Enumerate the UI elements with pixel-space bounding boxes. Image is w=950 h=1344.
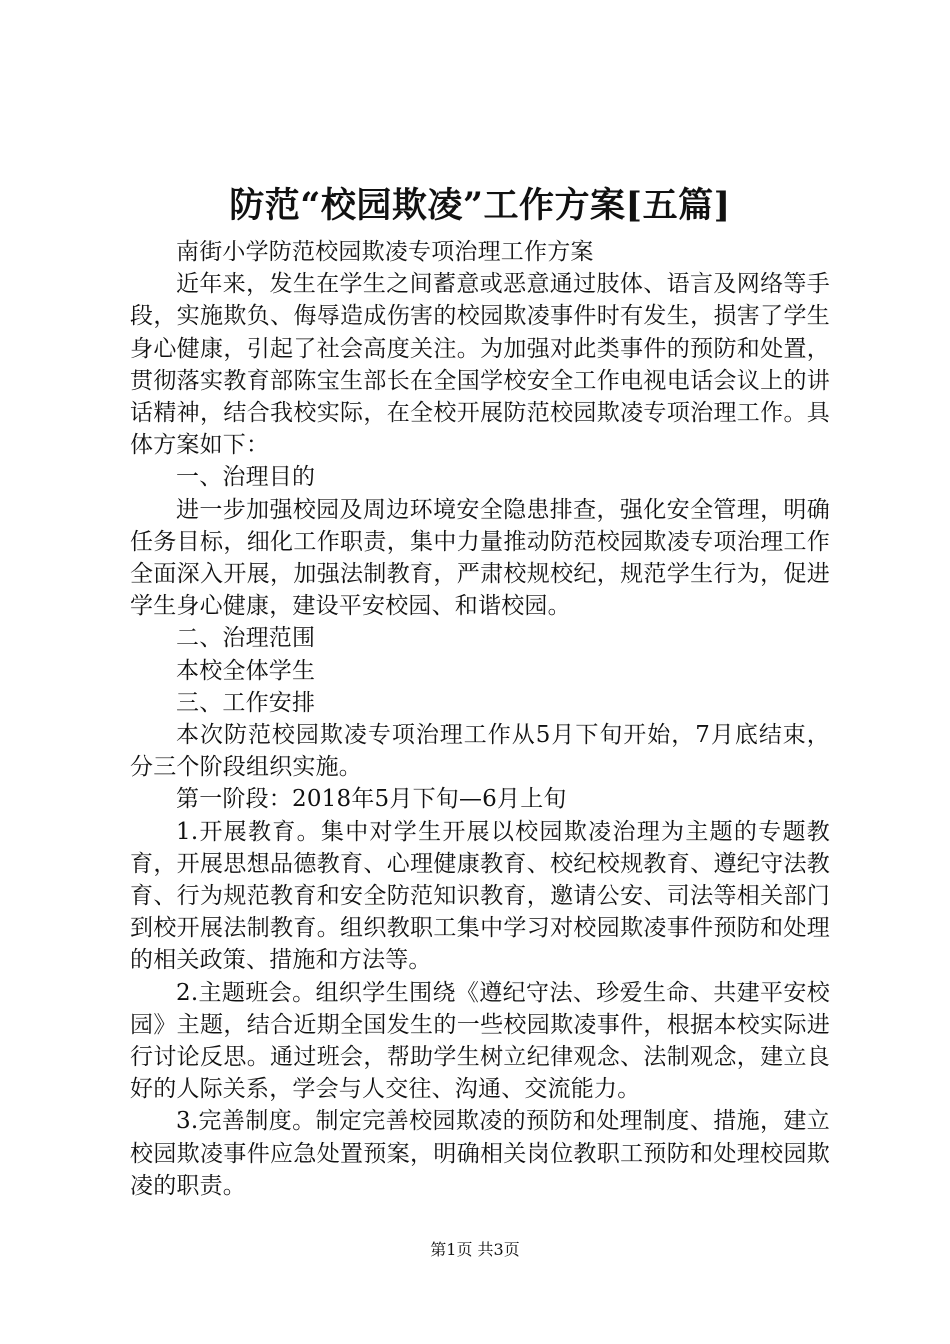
page-number-footer: 第1页 共3页 [430,1240,520,1259]
paragraph: 本次防范校园欺凌专项治理工作从5月下旬开始，7月底结束，分三个阶段组织实施。 [130,722,830,781]
paragraph: 第一阶段：2018年5月下旬—6月上旬 [176,786,567,813]
paragraph: 本校全体学生 [176,657,316,684]
paragraph: 进一步加强校园及周边环境安全隐患排查，强化安全管理，明确任务目标，细化工作职责，集中力量推动防范校园欺凌专项治理工作全面深入开展，加强法制教育，严肃校规校纪，规范学生行为，促进学生身心健康，建设平安校园、和谐校园。 [130,496,830,620]
section-heading: 三、工作安排 [176,689,316,716]
document-body [130,236,830,1202]
section-heading: 二、治理范围 [176,625,316,652]
paragraph: 南街小学防范校园欺凌专项治理工作方案 [176,239,594,265]
paragraph: 2.主题班会。组织学生围绕《遵纪守法、珍爱生命、共建平安校园》主题，结合近期全国发生的一些校园欺凌事件，根据本校实际进行讨论反思。通过班会，帮助学生树立纪律观念、法制观念，建立良好的人际关系，学会与人交往、沟通、交流能力。 [130,979,830,1103]
paragraph: 1.开展教育。集中对学生开展以校园欺凌治理为主题的专题教育，开展思想品德教育、心理健康教育、校纪校规教育、遵纪守法教育、行为规范教育和安全防范知识教育，邀请公安、司法等相关部门到校开展法制教育。组织教职工集中学习对校园欺凌事件预防和处理的相关政策、措施和方法等。 [130,818,830,974]
document-title: 防范“校园欺凌”工作方案[五篇] [229,185,731,226]
section-heading: 一、治理目的 [176,464,316,491]
document-page [130,182,830,1202]
paragraph: 近年来，发生在学生之间蓄意或恶意通过肢体、语言及网络等手段，实施欺负、侮辱造成伤害的校园欺凌事件时有发生，损害了学生身心健康，引起了社会高度关注。为加强对此类事件的预防和处置，贯彻落实教育部陈宝生部长在全国学校安全工作电视电话会议上的讲话精神，结合我校实际，在全校开展防范校园欺凌专项治理工作。具体方案如下： [130,271,830,459]
paragraph: 3.完善制度。制定完善校园欺凌的预防和处理制度、措施，建立校园欺凌事件应急处置预案，明确相关岗位教职工预防和处理校园欺凌的职责。 [130,1108,830,1199]
